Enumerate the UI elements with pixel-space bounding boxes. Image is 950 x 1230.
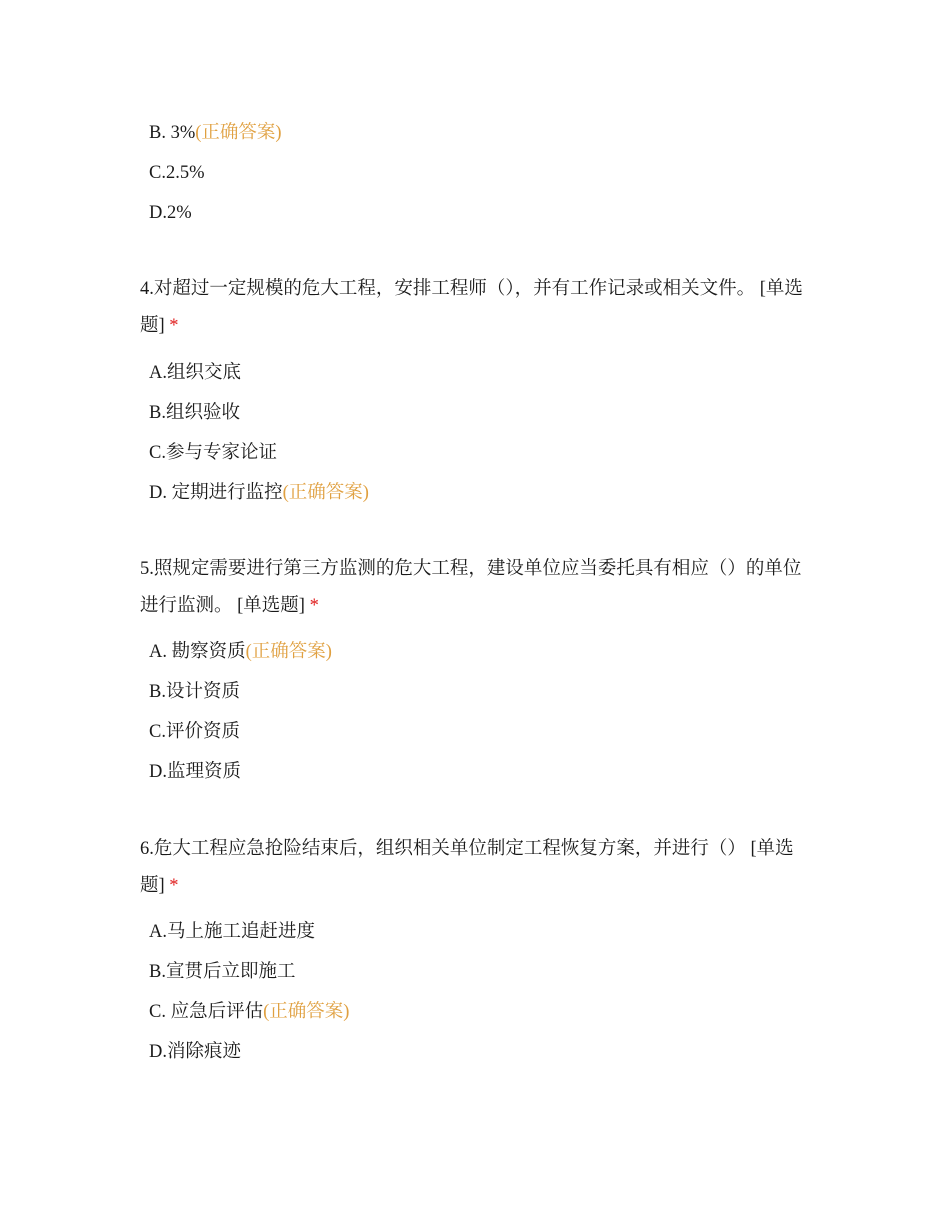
option-text: D. 定期进行监控 bbox=[149, 483, 283, 503]
option-text: D.监理资质 bbox=[149, 762, 241, 782]
required-star: * bbox=[309, 596, 319, 616]
option-text: A.马上施工追赶进度 bbox=[149, 922, 315, 942]
q6-stem bbox=[140, 831, 812, 905]
question-text: 5.照规定需要进行第三方监测的危大工程，建设单位应当委托具有相应（）的单位进行监测。 [单选题] bbox=[140, 559, 802, 616]
option-text: A. 勘察资质 bbox=[149, 642, 246, 662]
option-text: C. 应急后评估 bbox=[149, 1002, 264, 1022]
q6-option-b bbox=[149, 960, 295, 984]
q4-option-a bbox=[149, 361, 241, 385]
q5-stem bbox=[140, 551, 812, 625]
q4-option-b bbox=[149, 401, 240, 425]
required-star: * bbox=[169, 316, 179, 336]
q5-option-b bbox=[149, 680, 240, 704]
question-text: 6.危大工程应急抢险结束后，组织相关单位制定工程恢复方案，并进行（） [单选题] bbox=[140, 839, 794, 896]
q5-option-c bbox=[149, 720, 240, 744]
option-text: C.参与专家论证 bbox=[149, 443, 277, 463]
q6-option-c bbox=[149, 1000, 349, 1024]
correct-answer-label: (正确答案) bbox=[195, 123, 282, 143]
required-star: * bbox=[169, 876, 179, 896]
option-text: D.消除痕迹 bbox=[149, 1042, 241, 1062]
q5-option-d bbox=[149, 760, 241, 784]
correct-answer-label: (正确答案) bbox=[282, 483, 369, 503]
option-text: C.评价资质 bbox=[149, 722, 240, 742]
option-text: B.组织验收 bbox=[149, 403, 240, 423]
q6-option-d bbox=[149, 1040, 241, 1064]
q4-stem bbox=[140, 271, 812, 345]
q4-option-c bbox=[149, 441, 277, 465]
correct-answer-label: (正确答案) bbox=[263, 1002, 350, 1022]
option-text: D.2% bbox=[149, 203, 192, 223]
option-text: A.组织交底 bbox=[149, 363, 241, 383]
q6-option-a bbox=[149, 920, 315, 944]
q3-option-d bbox=[149, 201, 192, 225]
q4-option-d bbox=[149, 481, 369, 505]
option-text: B.设计资质 bbox=[149, 682, 240, 702]
question-text: 4.对超过一定规模的危大工程，安排工程师（），并有工作记录或相关文件。 [单选题] bbox=[140, 279, 803, 336]
q3-option-b bbox=[149, 121, 282, 145]
q3-option-c bbox=[149, 161, 205, 185]
correct-answer-label: (正确答案) bbox=[245, 642, 332, 662]
option-text: B.宣贯后立即施工 bbox=[149, 962, 296, 982]
option-text: B. 3% bbox=[149, 123, 196, 143]
option-text: C.2.5% bbox=[149, 163, 205, 183]
q5-option-a bbox=[149, 640, 332, 664]
